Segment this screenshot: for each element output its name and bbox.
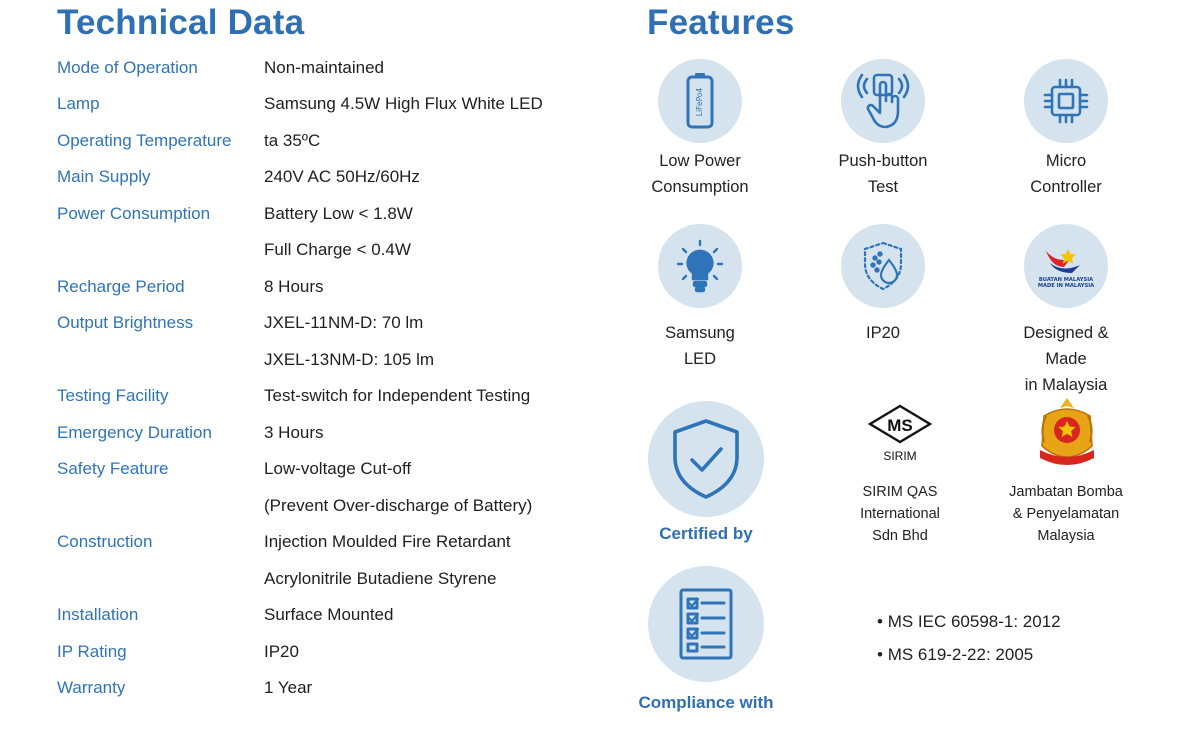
bomba-crest-logo <box>1034 394 1100 476</box>
bomba-label: Jambatan Bomba & Penyelamatan Malaysia <box>1009 484 1123 544</box>
spec-label: Main Supply <box>57 167 151 186</box>
spec-label: Construction <box>57 532 153 551</box>
standard-text: MS 619-2-22: 2005 <box>887 645 1034 664</box>
malaysia-logo-line: BUATAN MALAYSIA <box>1038 277 1094 283</box>
spec-value: 240V AC 50Hz/60Hz <box>264 167 420 186</box>
spec-value: 1 Year <box>264 678 313 697</box>
push-button-icon <box>841 59 925 143</box>
spec-value: Non-maintained <box>264 58 385 77</box>
technical-data-title: Technical Data <box>57 3 305 42</box>
malaysia-logo-line: MADE IN MALAYSIA <box>1037 283 1095 289</box>
spec-value: Injection Moulded Fire Retardant <box>264 532 511 551</box>
certified-by-label: Certified by <box>659 524 753 543</box>
spec-label: IP Rating <box>57 642 127 661</box>
feature-label-samsung-led: Samsung LED <box>665 324 735 368</box>
feature-label-micro-controller: Micro Controller <box>1030 152 1102 196</box>
spec-value: Samsung 4.5W High Flux White LED <box>264 94 543 113</box>
led-bulb-icon <box>658 224 742 308</box>
spec-label: Mode of Operation <box>57 58 198 77</box>
malaysia-logo-text <box>1038 277 1094 289</box>
spec-label: Emergency Duration <box>57 423 212 442</box>
spec-value: Test-switch for Independent Testing <box>264 386 531 405</box>
compliance-with-label: Compliance with <box>638 693 774 712</box>
water-drop-shield-icon <box>841 224 925 308</box>
spec-value: Full Charge < 0.4W <box>264 240 411 259</box>
spec-value: (Prevent Over-discharge of Battery) <box>264 496 533 515</box>
feature-label-ip20: IP20 <box>866 324 900 342</box>
sirim-logo-caption: SIRIM <box>883 449 917 463</box>
made-in-malaysia-logo <box>1024 224 1108 308</box>
checklist-icon <box>648 566 764 682</box>
battery-icon <box>658 59 742 143</box>
sirim-label: SIRIM QAS International Sdn Bhd <box>860 484 940 544</box>
spec-value: Low-voltage Cut-off <box>264 459 412 478</box>
spec-value: JXEL-13NM-D: 105 lm <box>264 350 435 369</box>
features-title: Features <box>647 3 795 42</box>
feature-label-low-power: Low Power Consumption <box>651 152 749 196</box>
shield-check-icon <box>648 401 764 517</box>
spec-label: Output Brightness <box>57 313 194 332</box>
standard-item: • MS IEC 60598-1: 2012 <box>877 612 1061 631</box>
spec-value: Battery Low < 1.8W <box>264 204 413 223</box>
standard-text: MS IEC 60598-1: 2012 <box>887 612 1061 631</box>
spec-label: Testing Facility <box>57 386 169 405</box>
spec-value: 8 Hours <box>264 277 324 296</box>
spec-label: Operating Temperature <box>57 131 232 150</box>
spec-label: Warranty <box>57 678 126 697</box>
spec-value: IP20 <box>264 642 299 661</box>
battery-label-text: LiFePo4 <box>695 87 704 117</box>
spec-label: Power Consumption <box>57 204 211 223</box>
spec-label: Installation <box>57 605 139 624</box>
spec-value: JXEL-11NM-D: 70 lm <box>264 313 424 332</box>
spec-value: ta 35ºC <box>264 131 321 150</box>
standard-item: • MS 619-2-22: 2005 <box>877 645 1034 664</box>
spec-value: Acrylonitrile Butadiene Styrene <box>264 569 497 588</box>
feature-label-designed-made-malaysia: Designed & Made in Malaysia <box>1023 324 1109 394</box>
spec-label: Safety Feature <box>57 459 169 478</box>
sirim-logo <box>866 404 934 463</box>
sirim-logo-text: MS <box>887 416 913 435</box>
spec-label: Recharge Period <box>57 277 185 296</box>
spec-value: Surface Mounted <box>264 605 394 624</box>
feature-label-push-button: Push-button Test <box>838 152 928 196</box>
spec-label: Lamp <box>57 94 100 113</box>
spec-value: 3 Hours <box>264 423 324 442</box>
microchip-icon <box>1024 59 1108 143</box>
